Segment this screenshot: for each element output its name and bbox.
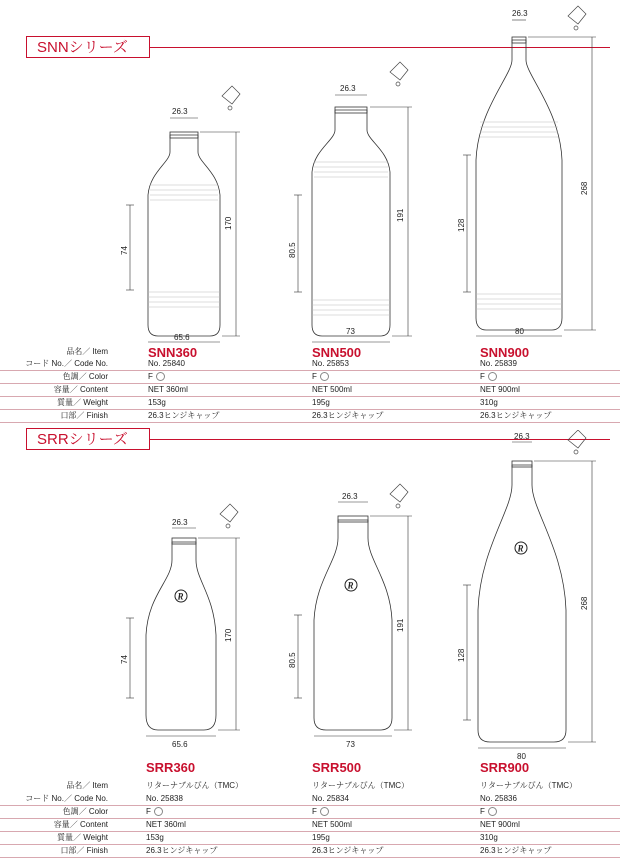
color-swatch — [320, 372, 329, 381]
snn900-weight: 310g — [480, 398, 498, 407]
snn500-name: SNN500 — [312, 345, 362, 360]
srr360-dim-height: 170 — [224, 628, 233, 642]
srr900-dim-height: 268 — [580, 596, 589, 610]
snn900-dim-height: 268 — [580, 181, 589, 195]
snn500-dim-width: 73 — [346, 327, 355, 336]
lightweight-bottle-mark-icon — [220, 430, 586, 528]
snn900-color: F — [480, 372, 485, 381]
srr360-weight: 153g — [146, 833, 164, 842]
srr360-name: SRR360 — [146, 760, 196, 775]
snn900-content: NET 900ml — [480, 385, 520, 394]
srr-row-color — [0, 806, 620, 819]
snn-row-color — [0, 371, 620, 384]
srr900-color: F — [480, 807, 485, 816]
snn-row-content — [0, 384, 620, 397]
srr500-color: F — [312, 807, 317, 816]
color-swatch — [488, 372, 497, 381]
row-label-content: 容量／ Content — [53, 385, 108, 394]
srr360-subtitle: リターナブルびん（TMC） — [146, 781, 244, 790]
row-label-weight: 質量／ Weight — [57, 398, 108, 407]
srr360-dim-width: 65.6 — [172, 740, 188, 749]
srr500-bottle — [314, 520, 392, 730]
snn900-code: No. 25839 — [480, 359, 517, 368]
srr360-dim-mouth: 26.3 — [172, 518, 188, 527]
srr900-dim-label: 128 — [457, 648, 466, 662]
srr500-subtitle: リターナブルびん（TMC） — [312, 781, 410, 790]
srr500-dim-width: 73 — [346, 740, 355, 749]
snn500-weight: 195g — [312, 398, 330, 407]
snn900-name: SNN900 — [480, 345, 530, 360]
snn-row-code — [0, 358, 620, 371]
row-label-item: 品名／ Item — [66, 781, 108, 790]
snn-row-finish — [0, 410, 620, 423]
srr900-code: No. 25836 — [480, 794, 517, 803]
snn360-dim-height: 170 — [224, 216, 233, 230]
srr500-finish: 26.3ヒンジキャップ — [312, 846, 384, 855]
snn360-color: F — [148, 372, 153, 381]
snn-row-weight — [0, 397, 620, 410]
snn360-dim-label: 74 — [120, 246, 129, 255]
srr360-bottle — [146, 542, 216, 730]
section-title-srr: SRRシリーズ — [26, 428, 150, 450]
snn500-bottle — [312, 110, 390, 336]
srr360-code: No. 25838 — [146, 794, 183, 803]
row-label-code: コード No.／ Code No. — [25, 794, 108, 803]
snn500-dim-height: 191 — [396, 208, 405, 222]
color-swatch — [488, 807, 497, 816]
srr500-returnable-mark: R — [347, 580, 354, 591]
srr360-color: F — [146, 807, 151, 816]
srr500-content: NET 500ml — [312, 820, 352, 829]
srr500-name: SRR500 — [312, 760, 362, 775]
srr900-subtitle: リターナブルびん（TMC） — [480, 781, 578, 790]
section-title-snn: SNNシリーズ — [26, 36, 150, 58]
row-label-weight: 質量／ Weight — [57, 833, 108, 842]
row-label-item: 品名／ Item — [66, 347, 108, 356]
snn900-dim-width: 80 — [515, 327, 524, 336]
snn500-finish: 26.3ヒンジキャップ — [312, 411, 384, 420]
snn360-dim-width: 65.6 — [174, 333, 190, 342]
snn900-finish: 26.3ヒンジキャップ — [480, 411, 552, 420]
snn500-dim-label: 80.5 — [288, 242, 297, 258]
lightweight-bottle-mark-icon — [222, 6, 586, 110]
snn360-dim-mouth: 26.3 — [172, 107, 188, 116]
snn360-finish: 26.3ヒンジキャップ — [148, 411, 220, 420]
srr900-returnable-mark: R — [517, 543, 524, 554]
snn360-content: NET 360ml — [148, 385, 188, 394]
srr-row-code — [0, 793, 620, 806]
snn360-code: No. 25840 — [148, 359, 185, 368]
srr500-dim-mouth: 26.3 — [342, 492, 358, 501]
color-swatch — [156, 372, 165, 381]
snn360-name: SNN360 — [148, 345, 198, 360]
srr900-content: NET 900ml — [480, 820, 520, 829]
srr900-finish: 26.3ヒンジキャップ — [480, 846, 552, 855]
snn900-dim-label: 128 — [457, 218, 466, 232]
color-swatch — [154, 807, 163, 816]
row-label-finish: 口部／ Finish — [60, 846, 108, 855]
snn900-dim-mouth: 26.3 — [512, 9, 528, 18]
snn-row-item — [0, 346, 620, 358]
snn500-content: NET 500ml — [312, 385, 352, 394]
srr500-dim-height: 191 — [396, 618, 405, 632]
srr900-bottle — [478, 465, 566, 742]
srr900-name: SRR900 — [480, 760, 530, 775]
srr500-weight: 195g — [312, 833, 330, 842]
srr-row-weight — [0, 832, 620, 845]
snn500-color: F — [312, 372, 317, 381]
srr-row-item — [0, 780, 620, 792]
row-label-code: コード No.／ Code No. — [25, 359, 108, 368]
snn-bottle-drawings — [0, 0, 620, 345]
srr360-content: NET 360ml — [146, 820, 186, 829]
srr500-code: No. 25834 — [312, 794, 349, 803]
srr900-dim-mouth: 26.3 — [514, 432, 530, 441]
srr500-dim-label: 80.5 — [288, 652, 297, 668]
srr-bottle-drawings — [0, 430, 620, 760]
srr-row-finish — [0, 845, 620, 858]
srr360-returnable-mark: R — [177, 591, 184, 602]
row-label-color: 色調／ Color — [62, 807, 108, 816]
color-swatch — [320, 807, 329, 816]
snn900-bottle — [476, 40, 562, 330]
srr900-dim-width: 80 — [517, 752, 526, 760]
row-label-finish: 口部／ Finish — [60, 411, 108, 420]
row-label-color: 色調／ Color — [62, 372, 108, 381]
srr900-weight: 310g — [480, 833, 498, 842]
srr360-finish: 26.3ヒンジキャップ — [146, 846, 218, 855]
srr-row-content — [0, 819, 620, 832]
row-label-content: 容量／ Content — [53, 820, 108, 829]
srr360-dim-label: 74 — [120, 655, 129, 664]
snn500-code: No. 25853 — [312, 359, 349, 368]
snn360-weight: 153g — [148, 398, 166, 407]
snn500-dim-mouth: 26.3 — [340, 84, 356, 93]
snn360-bottle — [148, 135, 220, 336]
